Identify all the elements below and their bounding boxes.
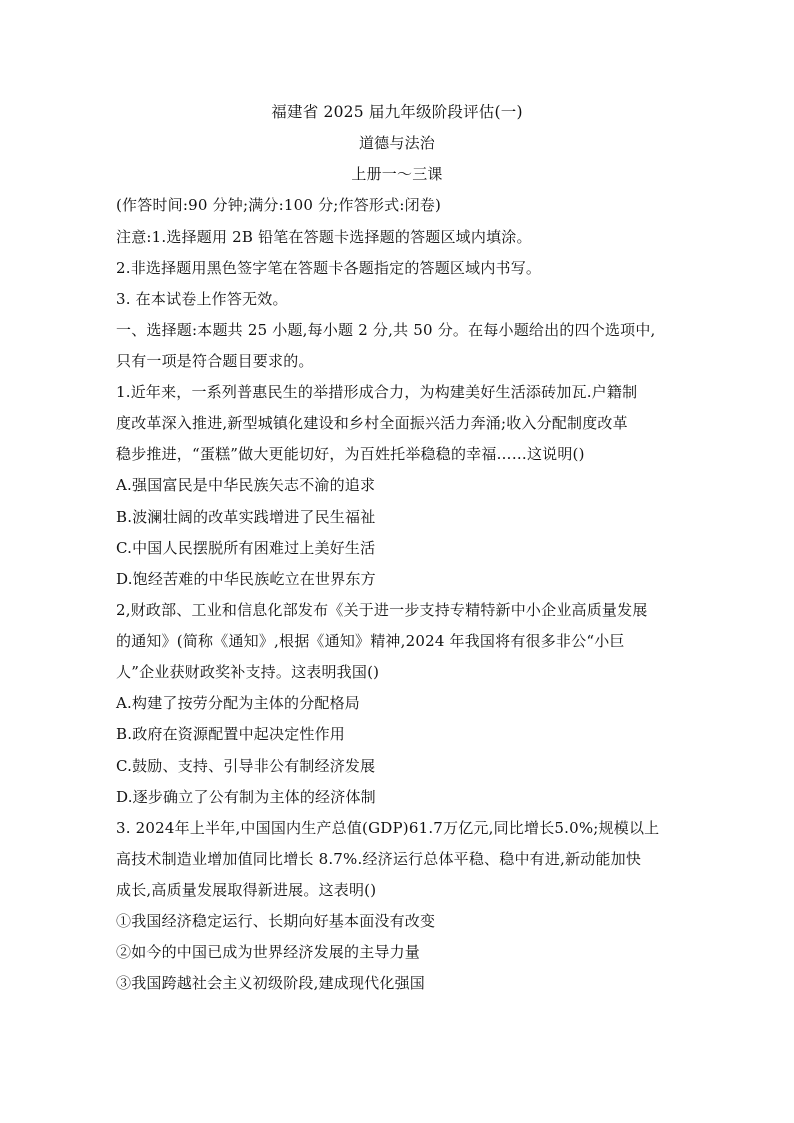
question-1-option-b: B.波澜壮阔的改革实践增进了民生福祉 [116,508,376,526]
question-3-statement-2: ②如今的中国已成为世界经济发展的主导力量 [116,943,421,961]
question-2-option-c: C.鼓励、支持、引导非公有制经济发展 [116,757,376,775]
exam-scope: 上册一～三课 [351,165,443,183]
section-heading: 一、选择题:本题共 25 小题,每小题 2 分,共 50 分。在每小题给出的四个选项中, [116,321,656,339]
question-1-option-a: A.强国富民是中华民族矢志不渝的追求 [116,476,376,494]
question-2-option-d: D.逐步确立了公有制为主体的经济体制 [116,788,376,806]
question-3-stem-line: 成长,高质量发展取得新进展。这表明() [116,881,377,899]
question-1-option-d: D.饱经苦难的中华民族屹立在世界东方 [116,570,376,588]
question-2-stem-line: 人”企业获财政奖补支持。这表明我国() [116,663,380,681]
exam-title: 福建省 2025 届九年级阶段评估(一) [271,103,523,121]
question-3-stem-line: 3. 2024年上半年,中国国内生产总值(GDP)61.7万亿元,同比增长5.0%;规模以上 [116,819,660,837]
exam-subject: 道德与法治 [358,134,435,152]
question-2-stem-line: 2,财政部、工业和信息化部发布《关于进一步支持专精特新中小企业高质量发展 [116,601,648,619]
question-2-option-b: B.政府在资源配置中起决定性作用 [116,725,345,743]
question-3-statement-1: ①我国经济稳定运行、长期向好基本面没有改变 [116,912,436,930]
question-1-stem-line: 度改革深入推进,新型城镇化建设和乡村全面振兴活力奔涌;收入分配制度改革 [116,414,628,432]
question-1-option-c: C.中国人民摆脱所有困难过上美好生活 [116,539,376,557]
question-2-option-a: A.构建了按劳分配为主体的分配格局 [116,694,361,712]
question-3-statement-3: ③我国跨越社会主义初级阶段,建成现代化强国 [116,974,425,992]
question-2-stem-line: 的通知》(简称《通知》,根据《通知》精神,2024 年我国将有很多非公“小巨 [116,632,625,650]
note-3: 3. 在本试卷上作答无效。 [116,290,288,308]
question-1-stem-line: 稳步推进，“蛋糕”做大更能切好，为百姓托举稳稳的幸福……这说明() [116,445,585,463]
section-heading-cont: 只有一项是符合题目要求的。 [116,352,314,370]
question-1-stem-line: 1.近年来，一系列普惠民生的举措形成合力，为构建美好生活添砖加瓦.户籍制 [116,383,638,401]
note-2: 2.非选择题用黑色签字笔在答题卡各题指定的答题区域内书写。 [116,259,542,277]
exam-info: (作答时间:90 分钟;满分:100 分;作答形式:闭卷) [116,196,442,214]
note-1: 注意:1.选择题用 2B 铅笔在答题卡选择题的答题区域内填涂。 [116,228,532,246]
question-3-stem-line: 高技术制造业增加值同比增长 8.7%.经济运行总体平稳、稳中有进,新动能加快 [116,850,642,868]
